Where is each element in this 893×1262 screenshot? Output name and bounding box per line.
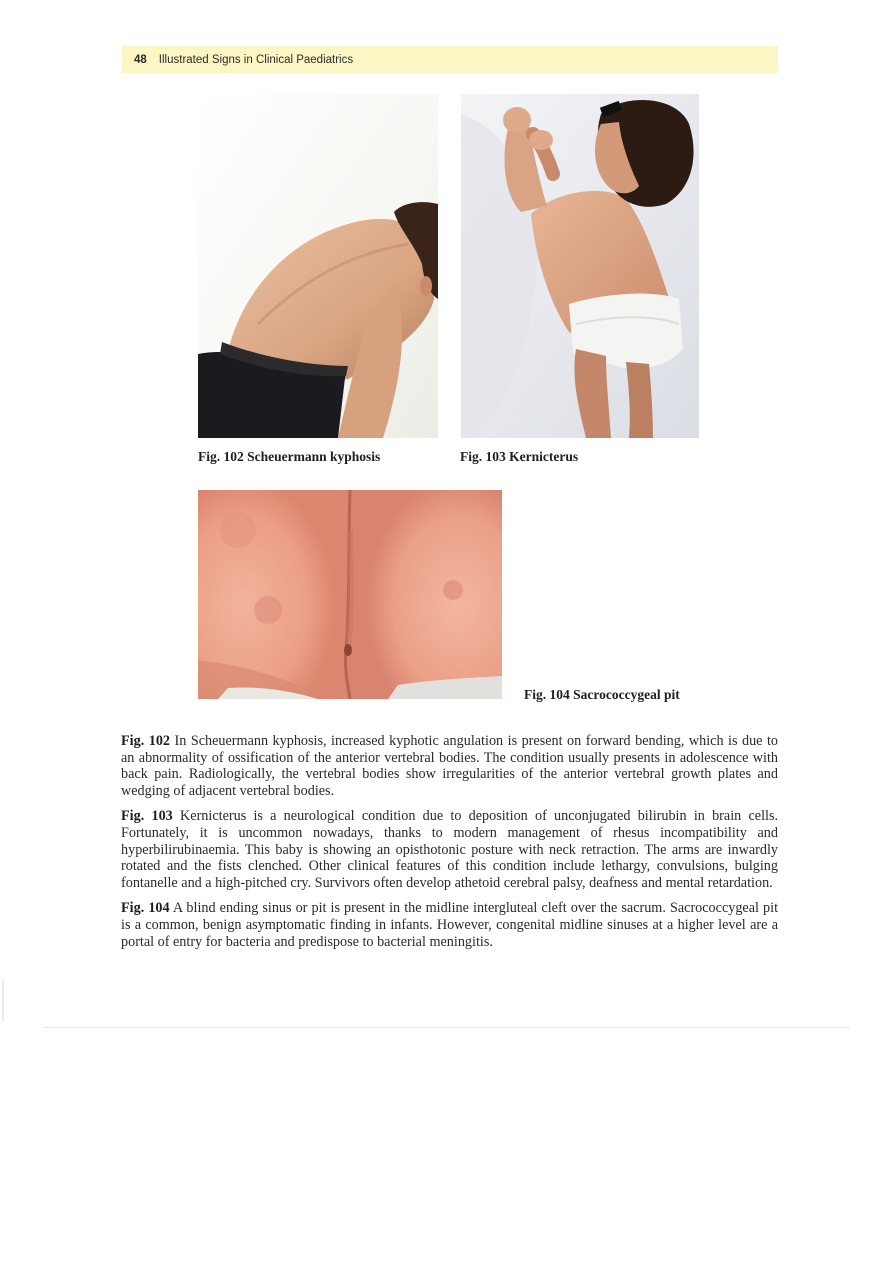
paragraph-text: A blind ending sinus or pit is present in the midline intergluteal cleft over the sacrum. Sacrococcygeal pit is a common, benign asymptomatic finding in infants. However, congenital midline sinuses at a higher level are a portal of entry for bacteria and predispose to bacterial meningitis. xyxy=(121,900,779,950)
figure-102-caption xyxy=(198,449,380,465)
running-header xyxy=(122,46,778,73)
paragraph-label: Fig. 104 xyxy=(121,900,170,917)
page-number: 48 xyxy=(134,53,147,66)
figure-102-photo xyxy=(198,94,438,438)
figure-102-title: Scheuermann kyphosis xyxy=(247,449,381,464)
figure-104-title: Sacrococcygeal pit xyxy=(573,687,680,702)
paragraph-fig-103 xyxy=(121,808,778,891)
figure-103-photo xyxy=(461,94,699,438)
paragraph-text: In Scheuermann kyphosis, increased kyphotic angulation is present on forward bending, which is due to an abnormality of ossification of the anterior vertebral bodies. The condition usually presents in adolescence with back pain. Radiologically, the vertebral bodies show irregularities of the anterior vertebral growth plates and wedging of adjacent vertebral bodies. xyxy=(121,733,779,799)
body-text xyxy=(121,733,778,959)
page-bottom-edge xyxy=(44,1027,850,1028)
figure-104-photo xyxy=(198,490,502,699)
paragraph-text: Kernicterus is a neurological condition due to deposition of unconjugated bilirubin in brain cells. Fortunately, it is uncommon nowadays, thanks to modern management of rhesus incompatibility and hyperbilirubinaemia. This baby is showing an opisthotonic posture with neck retraction. The arms are inwardly rotated and the fists clenched. Other clinical features of this condition include lethargy, convulsions, bulging fontanelle and a high-pitched cry. Survivors often develop athetoid cerebral palsy, deafness and mental retardation. xyxy=(121,808,779,891)
paragraph-label: Fig. 102 xyxy=(121,733,171,749)
scan-edge-mark xyxy=(2,980,4,1022)
book-title: Illustrated Signs in Clinical Paediatrics xyxy=(158,53,354,66)
figure-103-caption xyxy=(460,449,578,465)
paragraph-fig-104 xyxy=(121,900,778,950)
paragraph-label: Fig. 103 xyxy=(121,808,173,825)
paragraph-fig-102 xyxy=(121,733,778,799)
figure-103-label: Fig. 103 xyxy=(460,449,506,464)
figure-104-caption xyxy=(524,687,680,703)
figure-102-label: Fig. 102 xyxy=(198,449,244,464)
figure-103-title: Kernicterus xyxy=(509,449,579,464)
figure-104-label: Fig. 104 xyxy=(524,687,570,702)
